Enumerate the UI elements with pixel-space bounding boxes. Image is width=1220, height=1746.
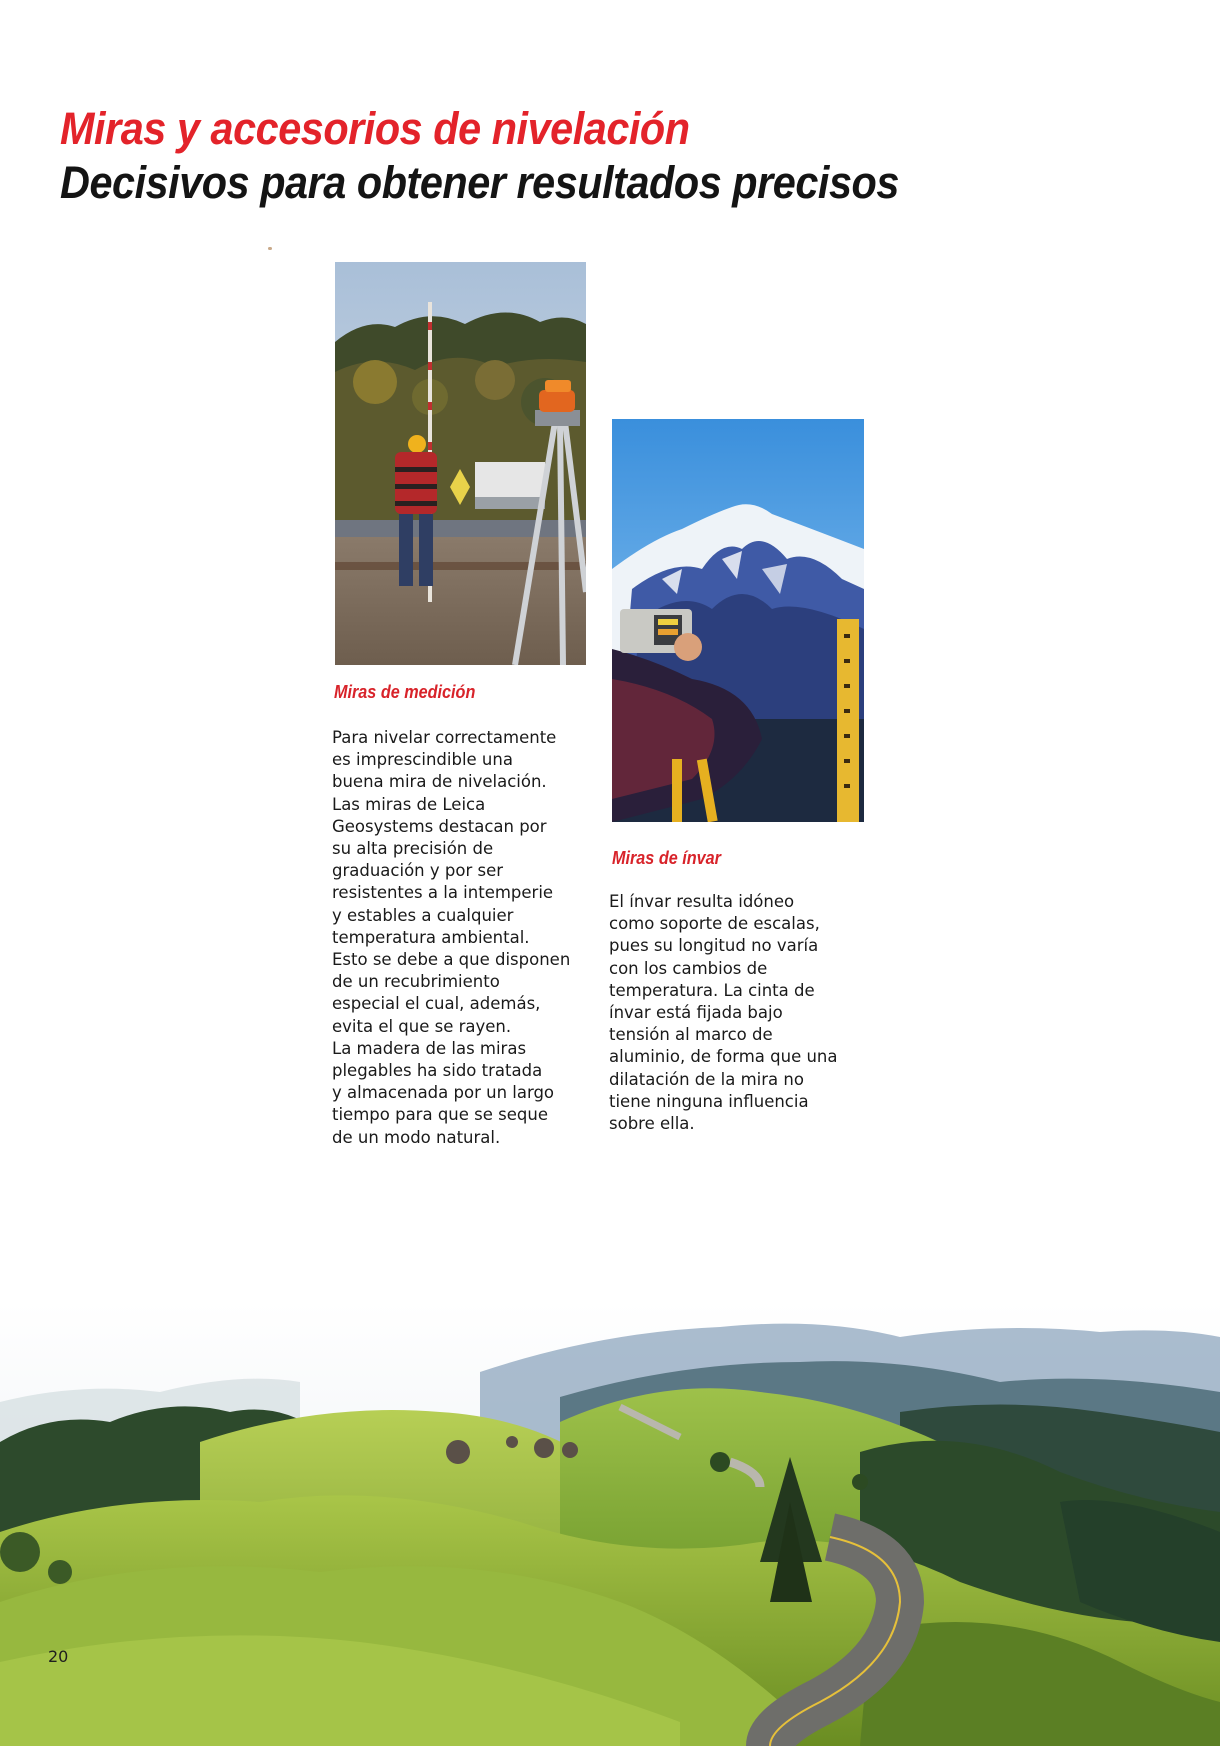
photo-invar-staff-graphic <box>612 419 864 822</box>
page-number: 20 <box>48 1647 69 1666</box>
text-measuring-staffs: Para nivelar correctamente es imprescindible una buena mira de nivelación. Las miras de Leica Geosystems destacan por su alta precisión de graduación y por ser resistentes a la intemperie y estables a cualquier temperatura ambiental. Esto se debe a que disponen de un recubrimiento especial el cual, además, evita el que se rayen. La madera de las miras plegables ha sido tratada y almacenada por un largo tiempo para que se seque de un modo natural. <box>332 728 571 1147</box>
photo-leveling-staff-graphic <box>335 262 586 665</box>
page-header <box>60 102 972 210</box>
caption-invar-staffs: Miras de ínvar <box>612 848 721 868</box>
photo-leveling-staff <box>335 262 586 665</box>
print-speck <box>268 247 272 250</box>
page-subtitle: Decisivos para obtener resultados precisos <box>60 157 899 208</box>
caption-measuring-staffs: Miras de medición <box>334 682 476 702</box>
page-title: Miras y accesorios de nivelación <box>60 103 690 154</box>
photo-invar-staff <box>612 419 864 822</box>
landscape-hills-photo <box>0 1302 1220 1746</box>
text-invar-staffs: El ínvar resulta idóneo como soporte de escalas, pues su longitud no varía con los cambios de temperatura. La cinta de ínvar está fijada bajo tensión al marco de aluminio, de forma que una dilatación de la mira no tiene ninguna influencia sobre ella. <box>609 892 838 1134</box>
landscape-hills-graphic <box>0 1302 1220 1746</box>
